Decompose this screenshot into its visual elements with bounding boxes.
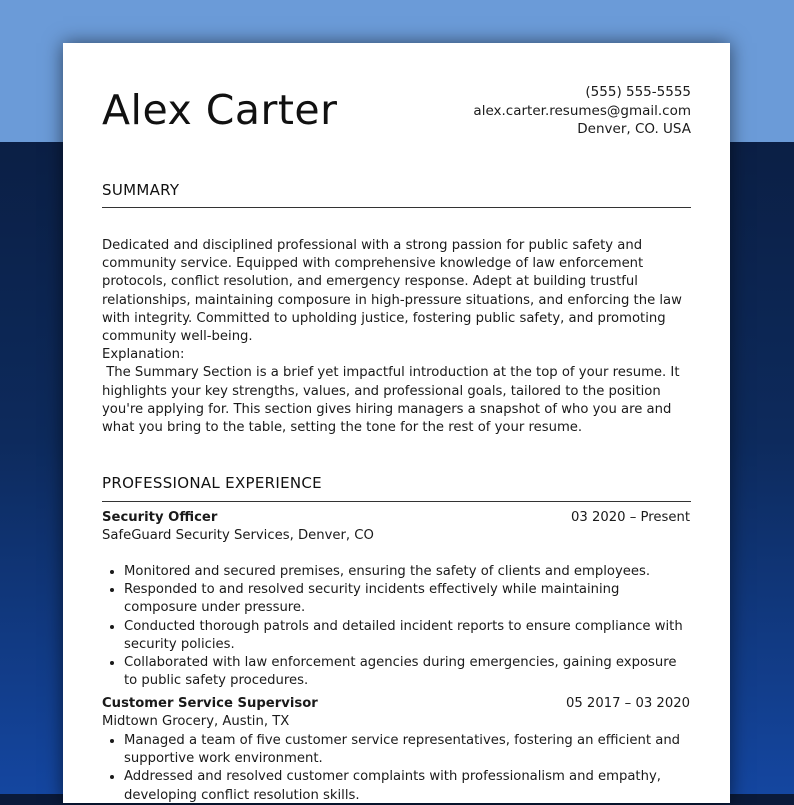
job-header [102, 510, 690, 528]
phone-number: (555) 555-5555 [585, 84, 691, 100]
job-title: Customer Service Supervisor [102, 696, 318, 711]
summary-divider [102, 207, 691, 208]
job-title: Security Officer [102, 510, 218, 525]
bullet-item: • Responded to and resolved security incidents effectively while maintaining composure under pressure. [124, 581, 691, 617]
bullet-item: • Addressed and resolved customer complaints with professionalism and empathy, developing conflict resolution skills. [124, 768, 691, 804]
job-dates: 03 2020 – Present [571, 510, 690, 525]
job-company: Midtown Grocery, Austin, TX [102, 714, 290, 729]
contact-block [473, 83, 691, 139]
resume-page [63, 43, 730, 803]
job-header [102, 696, 690, 714]
explanation-label: Explanation: [102, 347, 185, 363]
summary-body [102, 237, 691, 437]
bullet-item: • Collaborated with law enforcement agencies during emergencies, gaining exposure to public safety procedures. [124, 654, 691, 690]
job-bullets [102, 563, 691, 690]
job-dates: 05 2017 – 03 2020 [565, 696, 690, 711]
experience-heading: PROFESSIONAL EXPERIENCE [102, 474, 322, 492]
job-company: SafeGuard Security Services, Denver, CO [102, 528, 374, 543]
email-address: alex.carter.resumes@gmail.com [473, 102, 691, 119]
bullet-item: • Managed a team of five customer service representatives, fostering an efficient and supportive work environment. [124, 732, 691, 768]
experience-divider [102, 501, 691, 502]
location: Denver, CO. USA [577, 121, 691, 137]
candidate-name: Alex Carter [102, 86, 338, 134]
explanation-text: The Summary Section is a brief yet impactful introduction at the top of your resume. It highlights your key strengths, values, and professional goals, tailored to the position you're applying for. This section gives hiring managers a snapshot of who you are and what you bring to the table, setting the tone for the rest of your resume. [102, 365, 684, 436]
bullet-item: • Monitored and secured premises, ensuring the safety of clients and employees. [124, 563, 691, 581]
bullet-item: • Conducted thorough patrols and detailed incident reports to ensure compliance with security policies. [124, 618, 691, 654]
summary-text: Dedicated and disciplined professional with a strong passion for public safety and community service. Equipped with comprehensive knowledge of law enforcement protocols, conflict resolution, and emergency response. Adept at building trustful relationships, maintaining composure in high-pressure situations, and enforcing the law with integrity. Committed to upholding justice, fostering public safety, and promoting community well-being. [102, 238, 682, 345]
summary-heading: SUMMARY [102, 181, 180, 199]
